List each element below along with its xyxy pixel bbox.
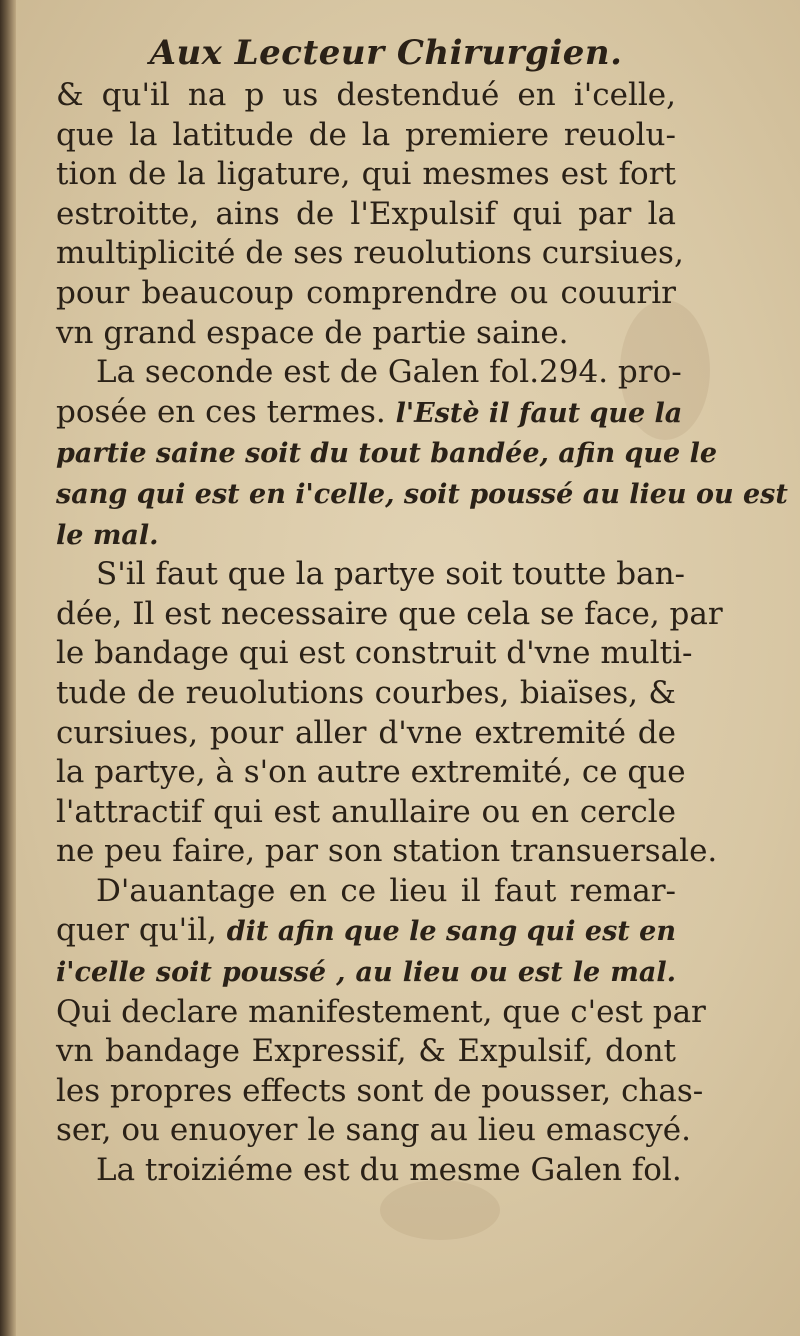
body-text	[56, 76, 788, 1191]
text-line	[56, 234, 684, 274]
text-line	[56, 1111, 692, 1151]
text-segment: D'auantage en ce lieu il faut remar-	[96, 872, 676, 909]
binding-gutter	[0, 0, 16, 1336]
text-line	[56, 674, 676, 714]
text-line	[56, 753, 686, 793]
text-line	[56, 155, 676, 195]
text-segment: tion de la ligature, qui mesmes est fort	[56, 156, 676, 193]
text-line	[56, 634, 693, 674]
page-content	[56, 30, 788, 1191]
text-segment: les propres effects sont de pousser, chas-	[56, 1072, 704, 1109]
text-segment: ne peu faire, par son station transuersale.	[56, 833, 718, 870]
text-segment: estroitte, ains de l'Expulsif qui par la	[56, 195, 676, 232]
text-line	[56, 872, 676, 912]
text-line	[56, 274, 676, 314]
italic-quote-segment: sang qui est en i'celle, soit poussé au lieu ou est	[56, 478, 788, 510]
text-segment: vn grand espace de partie saine.	[56, 314, 569, 351]
text-segment: & qu'il na p us destendué en i'celle,	[56, 77, 676, 113]
text-line	[56, 393, 683, 434]
text-line	[56, 1151, 682, 1191]
text-line	[56, 714, 676, 754]
text-line	[56, 474, 788, 515]
text-line	[56, 76, 676, 116]
text-line	[56, 595, 723, 635]
text-line	[56, 993, 706, 1033]
italic-quote-segment: partie saine soit du tout bandée, afin que le	[56, 438, 718, 470]
text-segment: cursiues, pour aller d'vne extremité de	[56, 714, 676, 751]
running-head: Aux Lecteur Chirurgien.	[149, 33, 623, 73]
text-line	[56, 911, 676, 952]
text-segment: La seconde est de Galen fol.294. pro-	[96, 354, 682, 391]
text-line	[56, 314, 676, 354]
text-line	[56, 515, 676, 556]
text-segment: multiplicité de ses reuolutions cursiues,	[56, 235, 684, 272]
italic-quote-segment: l'Estè il faut que la	[395, 397, 683, 429]
italic-quote-segment: i'celle soit poussé , au lieu ou est le mal.	[56, 957, 676, 989]
text-segment: pour beaucoup comprendre ou couurir	[56, 274, 676, 311]
italic-quote-segment: le mal.	[56, 519, 159, 551]
text-segment: dée, Il est necessaire que cela se face, par	[56, 595, 723, 632]
text-line	[56, 1032, 676, 1072]
text-segment: La troiziéme est du mesme Galen fol.	[96, 1152, 682, 1189]
text-line	[56, 793, 676, 833]
text-segment: tude de reuolutions courbes, biaïses, &	[56, 674, 676, 711]
text-segment: l'attractif qui est anullaire ou en cercle	[56, 793, 676, 830]
text-line	[56, 555, 686, 595]
text-segment: Qui declare manifestement, que c'est par	[56, 993, 706, 1030]
text-segment: quer qu'il,	[56, 912, 227, 949]
text-segment: le bandage qui est construit d'vne multi-	[56, 635, 693, 672]
text-line	[56, 433, 718, 474]
text-line	[56, 1072, 704, 1112]
text-line	[56, 116, 676, 156]
text-line	[56, 832, 718, 872]
text-line	[56, 952, 676, 993]
text-segment: ser, ou enuoyer le sang au lieu emascyé.	[56, 1112, 692, 1149]
text-line	[56, 195, 676, 235]
text-segment: que la latitude de la premiere reuolu-	[56, 116, 676, 153]
text-segment: vn bandage Expressif, & Expulsif, dont	[56, 1033, 676, 1070]
text-segment: posée en ces termes.	[56, 393, 396, 430]
italic-quote-segment: dit afin que le sang qui est en	[226, 916, 676, 948]
text-segment: S'il faut que la partye soit toutte ban-	[96, 556, 686, 593]
text-line	[56, 353, 682, 393]
text-segment: la partye, à s'on autre extremité, ce que	[56, 754, 686, 791]
